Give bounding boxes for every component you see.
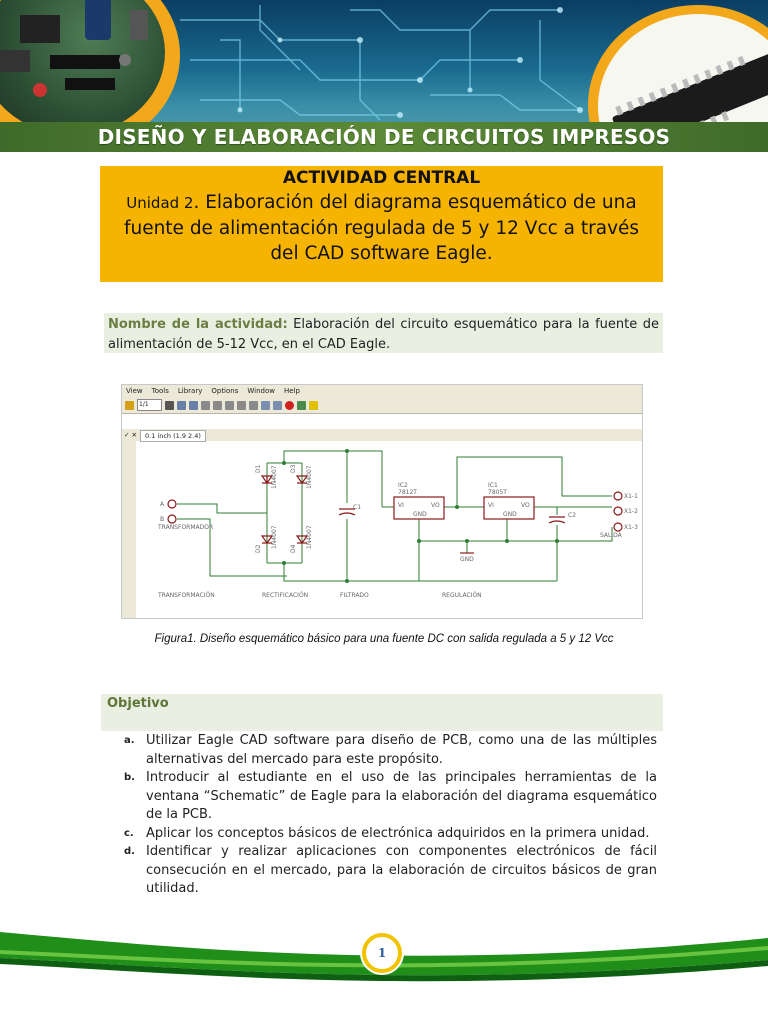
help-icon bbox=[309, 401, 318, 410]
objective-text-c: Aplicar los conceptos básicos de electrónica adquiridos en la primera unidad. bbox=[146, 825, 650, 841]
undo-icon bbox=[261, 401, 270, 410]
section-rectificacion: RECTIFICACIÓN bbox=[262, 592, 309, 599]
zoom-out-icon bbox=[225, 401, 234, 410]
objective-item-b bbox=[124, 769, 657, 825]
eagle-tabrow bbox=[122, 429, 642, 441]
eagle-schematic-screenshot bbox=[121, 384, 643, 619]
grid-info-tab: 0.1 inch (1.9 2.4) bbox=[140, 430, 206, 442]
document-title-bar bbox=[0, 122, 768, 152]
figure-caption: Figura1. Diseño esquemático básico para una fuente DC con salida regulada a 5 y 12 Vcc bbox=[154, 633, 614, 645]
out-x1-3: X1-3 bbox=[624, 524, 638, 531]
header-banner bbox=[0, 0, 768, 152]
unit-title bbox=[112, 190, 651, 266]
lock-icon bbox=[125, 401, 134, 410]
run-icon bbox=[297, 401, 306, 410]
section-transformacion: TRANSFORMACIÓN bbox=[158, 592, 215, 599]
d1-label: D1 bbox=[255, 464, 262, 473]
objective-text-d: Identificar y realizar aplicaciones con componentes electrónicos de fácil consecución en el mercado, para la elaboración de circuitos básicos de gran utilidad. bbox=[146, 844, 657, 896]
unit-label: Unidad 2 bbox=[126, 194, 194, 212]
ic1-gnd: GND bbox=[503, 511, 517, 518]
activity-name-text: Elaboración del circuito esquemático para la fuente de alimentación de 5-12 Vcc, en el CAD Eagle. bbox=[108, 317, 659, 352]
section-regulacion: REGULACIÓN bbox=[442, 592, 482, 599]
eagle-menubar bbox=[122, 385, 643, 397]
diode-part-2: 1N4007 bbox=[271, 525, 278, 549]
redo-icon bbox=[273, 401, 282, 410]
objective-text-a: Utilizar Eagle CAD software para diseño de PCB, como una de las múltiples alternativas del mercado para este propósito. bbox=[146, 733, 657, 767]
page-number: 1 bbox=[362, 933, 402, 973]
objective-letter-c: c. bbox=[124, 827, 134, 839]
section-filtrado: FILTRADO bbox=[340, 592, 369, 599]
stop-icon bbox=[285, 401, 294, 410]
objective-item-d bbox=[124, 843, 657, 899]
ic1-name: IC1 bbox=[488, 482, 498, 489]
objective-text-b: Introducir al estudiante en el uso de las principales herramientas de la ventana “Schematic” de Eagle para la elaboración del diagrama esquemático de la PCB. bbox=[146, 770, 657, 822]
redraw-icon bbox=[237, 401, 246, 410]
salida-label: SALIDA bbox=[600, 532, 622, 539]
unit-title-text: . Elaboración del diagrama esquemático de una fuente de alimentación regulada de 5 y 12 Vcc a través del CAD software Eagle bbox=[123, 192, 640, 264]
menu-tools: Tools bbox=[151, 387, 169, 395]
activity-name-label: Nombre de la actividad: bbox=[108, 317, 288, 332]
transformer-label: TRANSFORMADOR bbox=[158, 524, 214, 531]
menu-window: Window bbox=[247, 387, 275, 395]
diode-part-4: 1N4007 bbox=[306, 525, 313, 549]
diode-part-3: 1N4007 bbox=[306, 465, 313, 489]
document-title: DISEÑO Y ELABORACIÓN DE CIRCUITOS IMPRESOS bbox=[97, 125, 671, 149]
cam-icon bbox=[189, 401, 198, 410]
objective-list bbox=[124, 732, 657, 899]
ic2-gnd: GND bbox=[413, 511, 427, 518]
objective-letter-b: b. bbox=[124, 772, 135, 783]
out-x1-1: X1-1 bbox=[624, 493, 638, 500]
c1-label: C1 bbox=[353, 504, 362, 511]
c2-label: C2 bbox=[568, 512, 577, 519]
objective-item-a bbox=[124, 732, 657, 769]
menu-view: View bbox=[126, 387, 143, 395]
schematic-drawing bbox=[122, 441, 642, 618]
schematic-canvas bbox=[122, 441, 642, 618]
out-x1-2: X1-2 bbox=[624, 508, 638, 515]
d4-label: D4 bbox=[290, 544, 297, 553]
activity-central-box bbox=[100, 166, 663, 282]
activity-kicker: ACTIVIDAD CENTRAL bbox=[282, 168, 481, 188]
eagle-toolbar bbox=[122, 397, 643, 414]
diode-part-1: 1N4007 bbox=[271, 465, 278, 489]
zoom-select-icon bbox=[249, 401, 258, 410]
objective-item-c bbox=[124, 825, 657, 844]
menu-library: Library bbox=[177, 387, 203, 395]
zoom-in-icon bbox=[213, 401, 222, 410]
ic2-vo: VO bbox=[431, 502, 440, 509]
tab-close-icon: ✓ ✕ bbox=[124, 431, 137, 439]
objective-heading: Objetivo bbox=[101, 694, 663, 731]
d3-label: D3 bbox=[290, 464, 297, 473]
ic2-name: IC2 bbox=[398, 482, 408, 489]
gnd-label: GND bbox=[460, 556, 474, 563]
ic2-part: 7812T bbox=[398, 489, 417, 496]
print-icon bbox=[177, 401, 186, 410]
objective-letter-d: d. bbox=[124, 846, 135, 857]
ic1-part: 7805T bbox=[488, 489, 507, 496]
grid-icon bbox=[165, 401, 174, 410]
input-a-label: A bbox=[160, 501, 165, 508]
activity-name-box bbox=[104, 313, 663, 353]
unit-title-period: . bbox=[486, 243, 493, 264]
zoom-fit-icon bbox=[201, 401, 210, 410]
objective-letter-a: a. bbox=[124, 735, 135, 746]
ic1-vo: VO bbox=[521, 502, 530, 509]
ic2-vi: VI bbox=[398, 502, 404, 509]
d2-label: D2 bbox=[255, 544, 262, 553]
menu-options: Options bbox=[211, 387, 239, 395]
menu-help: Help bbox=[283, 387, 300, 395]
zoom-select: 1/1 bbox=[137, 399, 162, 411]
ic1-vi: VI bbox=[488, 502, 494, 509]
input-b-label: B bbox=[160, 516, 165, 523]
